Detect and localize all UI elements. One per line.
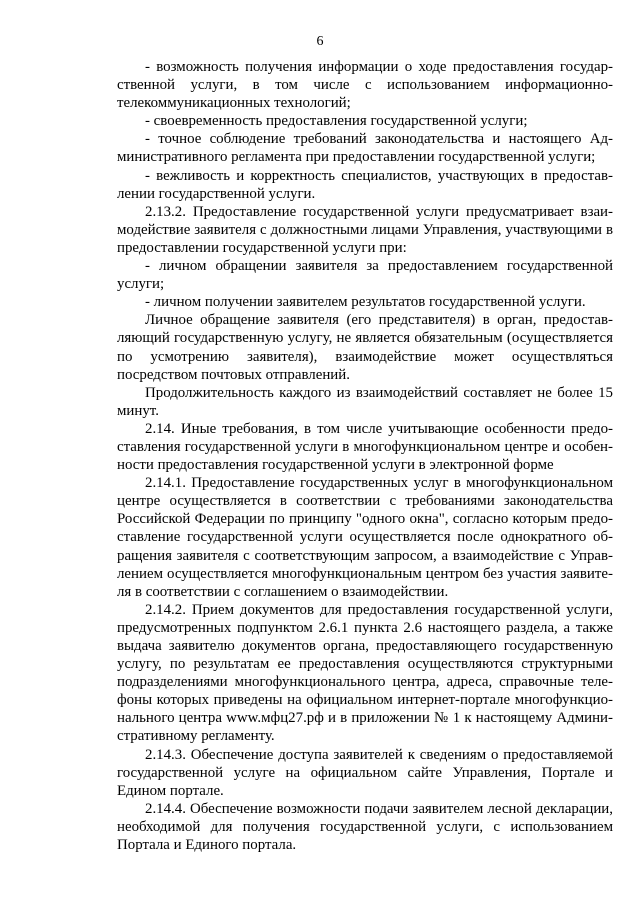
- paragraph: 2.14.3. Обеспечение доступа заявителей к сведениям о предоставляемой государственной услуге на официальном сайте Управления, Портале и Едином портале.: [117, 746, 613, 799]
- paragraph: 2.14.1. Предоставление государственных услуг в многофункциональном центре осуществляется в соответствии с требованиями законодательства Российской Федерации по принципу "одного окна", согласно которым предоставление государственной услуги осуществляется после однократного обращения заявителя с соответствующим запросом, а взаимодействие с Управлением осуществляется многофункциональным центром без участия заявителя в соответствии с соглашением о взаимодействии.: [117, 475, 613, 600]
- paragraph: - точное соблюдение требований законодательства и настоящего Административного регламента при предоставлении государственной услуги;: [117, 131, 613, 166]
- paragraph: - возможность получения информации о ходе предоставления государственной услуги, в том числе с использованием информационно-телекоммуникационных технологий;: [117, 59, 613, 112]
- paragraph: 2.13.2. Предоставление государственной услуги предусматривает взаимодействие заявителя с должностными лицами Управления, участвующими в предоставлении государственной услуги при:: [117, 203, 613, 256]
- paragraph: - своевременность предоставления государственной услуги;: [145, 113, 528, 130]
- paragraph: - личном обращении заявителя за предоставлением государственной услуги;: [117, 258, 613, 293]
- paragraph: 2.14. Иные требования, в том числе учитывающие особенности предоставления государственной услуги в многофункциональном центре и особенности предоставления государственной услуги в электронной форме: [117, 420, 613, 474]
- page-number: 6: [316, 34, 324, 49]
- paragraph: 2.14.2. Прием документов для предоставления государственной услуги, предусмотренных подпунктом 2.6.1 пункта 2.6 настоящего раздела, а также выдача заявителю документов органа, предоставляющего государственную услугу, по результатам ее предоставления осуществляются структурными подразделениями многофункционального центра, адреса, справочные телефоны которых приведены на официальном интернет-портале многофункционального центра www.мфц27.рф и в приложении № 1 к настоящему Административному регламенту.: [117, 601, 613, 745]
- document-body: [117, 58, 613, 854]
- paragraph: - вежливость и корректность специалистов, участвующих в предоставлении государственной услуги.: [117, 167, 613, 202]
- paragraph: 2.14.4. Обеспечение возможности подачи заявителем лесной декларации, необходимой для получения государственной услуги, с использованием Портала и Единого портала.: [117, 800, 613, 854]
- paragraph: Продолжительность каждого из взаимодействий составляет не более 15 минут.: [117, 384, 613, 419]
- paragraph: - личном получении заявителем результатов государственной услуги.: [145, 294, 586, 311]
- paragraph: Личное обращение заявителя (его представителя) в орган, предоставляющий государственную услугу, не является обязательным (осуществляется по усмотрению заявителя), взаимодействие может осуществляться посредством почтовых отправлений.: [117, 312, 613, 383]
